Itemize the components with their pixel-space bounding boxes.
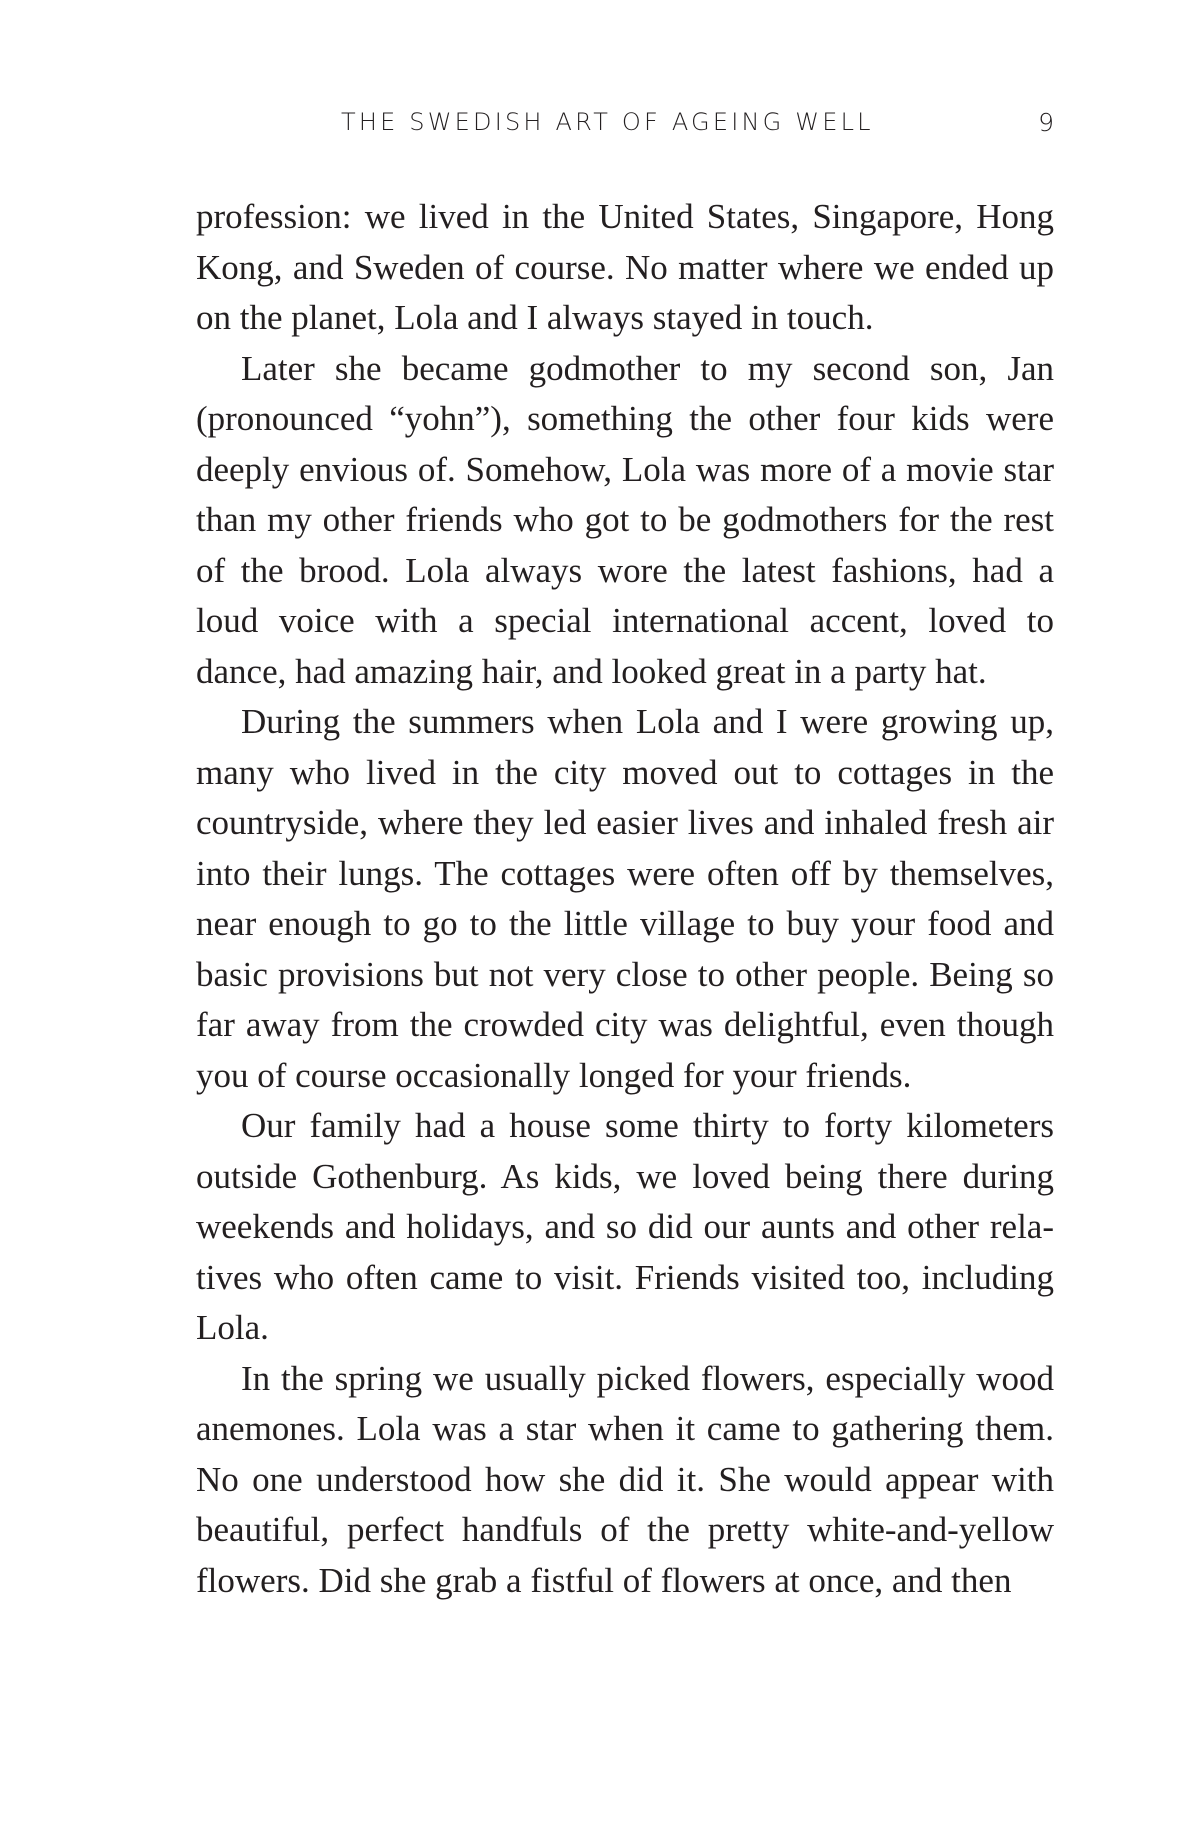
running-title: THE SWEDISH ART OF AGEING WELL bbox=[341, 108, 874, 136]
running-header bbox=[196, 108, 1054, 142]
page-body bbox=[196, 192, 1054, 1606]
paragraph: In the spring we usually picked flowers, especially wood anemones. Lola was a star when it came to gathering them. No one understood how she did it. She would appear with beautiful, perfect handfuls of the pretty white-and-yellow flowers. Did she grab a fistful of flowers at once, and then bbox=[196, 1358, 1054, 1600]
page-number: 9 bbox=[1038, 108, 1054, 137]
paragraph: During the summers when Lola and I were growing up, many who lived in the city moved out to cottages in the countryside, where they led easier lives and inhaled fresh air into their lungs. The cottages were often off by themselves, near enough to go to the little village to buy your food and basic provisions but not very close to other people. Being so far away from the crowded city was delightful, even though you of course occasionally longed for your friends. bbox=[196, 702, 1054, 1095]
paragraph: Later she became godmother to my second son, Jan (pronounced “yohn”), something the other four kids were deeply envious of. Somehow, Lola was more of a movie star than my other friends who got to be godmothers for the rest of the brood. Lola always wore the latest fashions, had a loud voice with a special international accent, loved to dance, had amazing hair, and looked great in a party hat. bbox=[196, 348, 1054, 691]
paragraph-continued: profession: we lived in the United States, Singapore, Hong Kong, and Sweden of course. No matter where we ended up on the planet, Lola and I always stayed in touch. bbox=[196, 197, 1054, 337]
paragraph: Our family had a house some thirty to forty kilometers outside Gothenburg. As kids, we loved being there during weekends and holidays, and so did our aunts and other relatives who often came to visit. Friends visited too, including Lola. bbox=[196, 1106, 1054, 1347]
